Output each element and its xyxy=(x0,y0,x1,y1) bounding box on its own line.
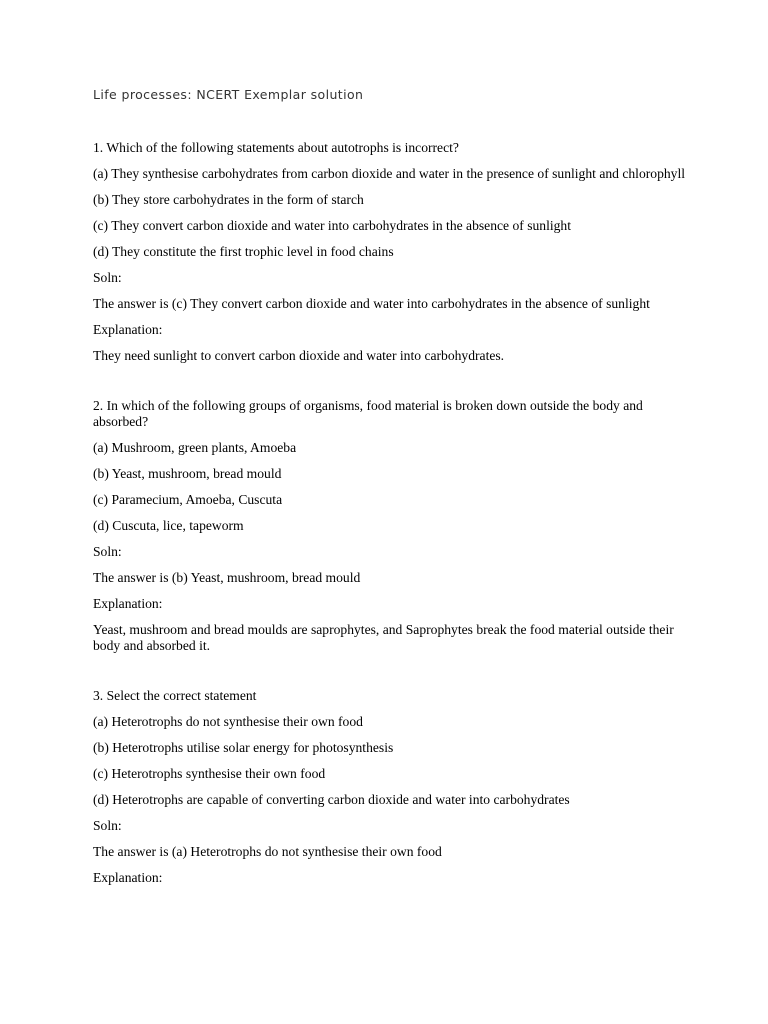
option-b: (b) They store carbohydrates in the form of starch xyxy=(93,192,364,207)
explanation-label: Explanation: xyxy=(93,596,163,611)
question-text: 1. Which of the following statements about autotrophs is incorrect? xyxy=(93,140,459,155)
solution-label: Soln: xyxy=(93,544,122,559)
explanation-text: Yeast, mushroom and bread moulds are saprophytes, and Saprophytes break the food material outside their body and absorbed it. xyxy=(93,622,674,653)
question-text: 3. Select the correct statement xyxy=(93,688,257,703)
explanation-text: They need sunlight to convert carbon dioxide and water into carbohydrates. xyxy=(93,348,505,363)
option-d: (d) Cuscuta, lice, tapeworm xyxy=(93,518,244,533)
option-a: (a) Mushroom, green plants, Amoeba xyxy=(93,440,297,455)
answer-text: The answer is (b) Yeast, mushroom, bread mould xyxy=(93,570,361,585)
explanation-label: Explanation: xyxy=(93,322,163,337)
option-b: (b) Yeast, mushroom, bread mould xyxy=(93,466,282,481)
question-block-3 xyxy=(93,688,693,886)
answer-text: The answer is (a) Heterotrophs do not synthesise their own food xyxy=(93,844,442,859)
question-block-1 xyxy=(93,140,693,364)
answer-text: The answer is (c) They convert carbon dioxide and water into carbohydrates in the absence of sunlight xyxy=(93,296,650,311)
option-a: (a) Heterotrophs do not synthesise their own food xyxy=(93,714,363,729)
question-block-2 xyxy=(93,398,693,654)
option-c: (c) Paramecium, Amoeba, Cuscuta xyxy=(93,492,283,507)
option-a: (a) They synthesise carbohydrates from carbon dioxide and water in the presence of sunlight and chlorophyll xyxy=(93,166,686,181)
option-d: (d) They constitute the first trophic level in food chains xyxy=(93,244,394,259)
option-b: (b) Heterotrophs utilise solar energy for photosynthesis xyxy=(93,740,394,755)
explanation-label: Explanation: xyxy=(93,870,163,885)
question-text: 2. In which of the following groups of organisms, food material is broken down outside the body and absorbed? xyxy=(93,398,643,429)
solution-label: Soln: xyxy=(93,270,122,285)
option-c: (c) Heterotrophs synthesise their own food xyxy=(93,766,326,781)
option-c: (c) They convert carbon dioxide and water into carbohydrates in the absence of sunlight xyxy=(93,218,572,233)
document-title: Life processes: NCERT Exemplar solution xyxy=(93,87,364,102)
document-body xyxy=(93,140,693,920)
solution-label: Soln: xyxy=(93,818,122,833)
option-d: (d) Heterotrophs are capable of converting carbon dioxide and water into carbohydrates xyxy=(93,792,570,807)
